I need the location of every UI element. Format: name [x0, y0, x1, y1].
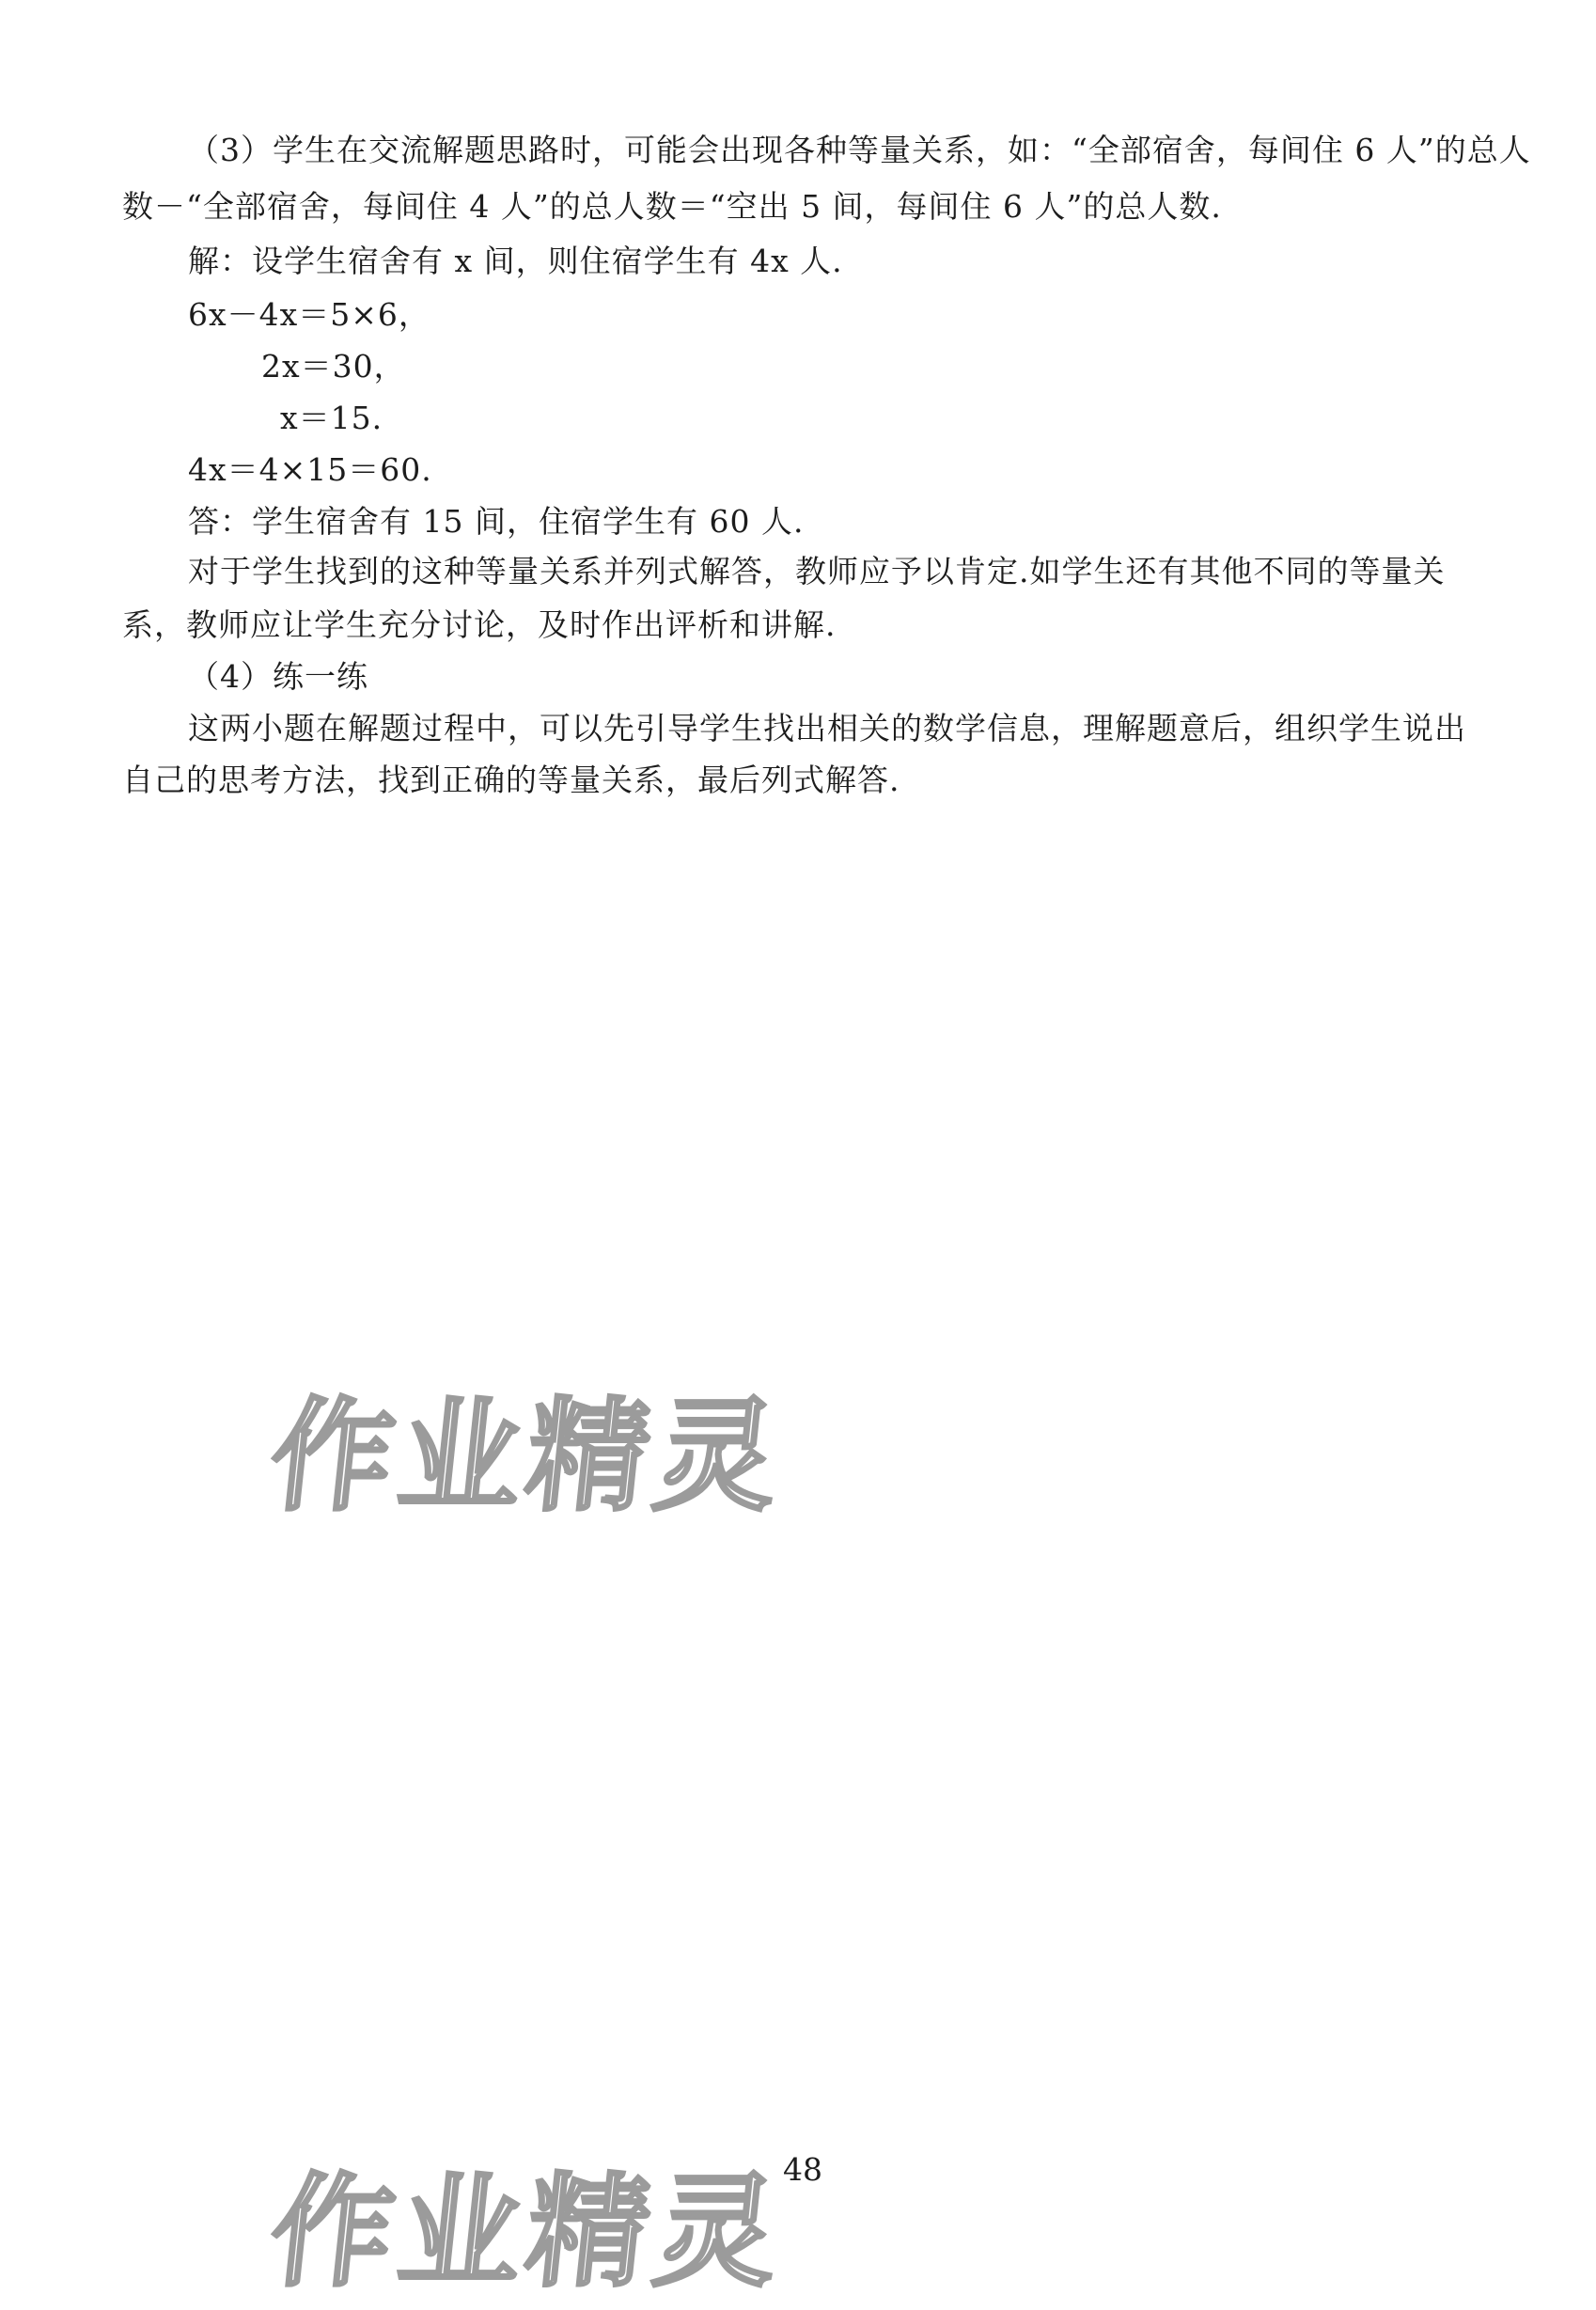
- section-4-line-1: 这两小题在解题过程中，可以先引导学生找出相关的数学信息，理解题意后，组织学生说出: [188, 710, 1466, 746]
- section-4-line-2: 自己的思考方法，找到正确的等量关系，最后列式解答.: [122, 762, 900, 798]
- watermark-upper: 作业精灵: [263, 1385, 790, 1528]
- equation-1: 6x－4x＝5×6，: [188, 296, 430, 333]
- section-4-heading: （4）练一练: [188, 658, 368, 695]
- comment-line-1: 对于学生找到的这种等量关系并列式解答，教师应予以肯定.如学生还有其他不同的等量关: [188, 553, 1446, 589]
- comment-line-2: 系，教师应让学生充分讨论，及时作出评析和讲解.: [122, 606, 837, 643]
- watermark-lower: 作业精灵: [263, 2161, 790, 2303]
- equation-2: 2x＝30，: [261, 348, 406, 385]
- equation-4: 4x＝4×15＝60.: [188, 451, 432, 488]
- paragraph-3-line-1: （3）学生在交流解题思路时，可能会出现各种等量关系，如：“全部宿舍，每间住 6 人”的总人: [188, 132, 1531, 168]
- equation-3: x＝15.: [280, 400, 383, 436]
- solution-intro: 解：设学生宿舍有 x 间，则住宿学生有 4x 人.: [188, 243, 843, 279]
- page-number: 48: [783, 2151, 822, 2188]
- paragraph-3-line-2: 数－“全部宿舍，每间住 4 人”的总人数＝“空出 5 间，每间住 6 人”的总人数.: [122, 188, 1222, 225]
- answer-line: 答：学生宿舍有 15 间，住宿学生有 60 人.: [188, 503, 805, 540]
